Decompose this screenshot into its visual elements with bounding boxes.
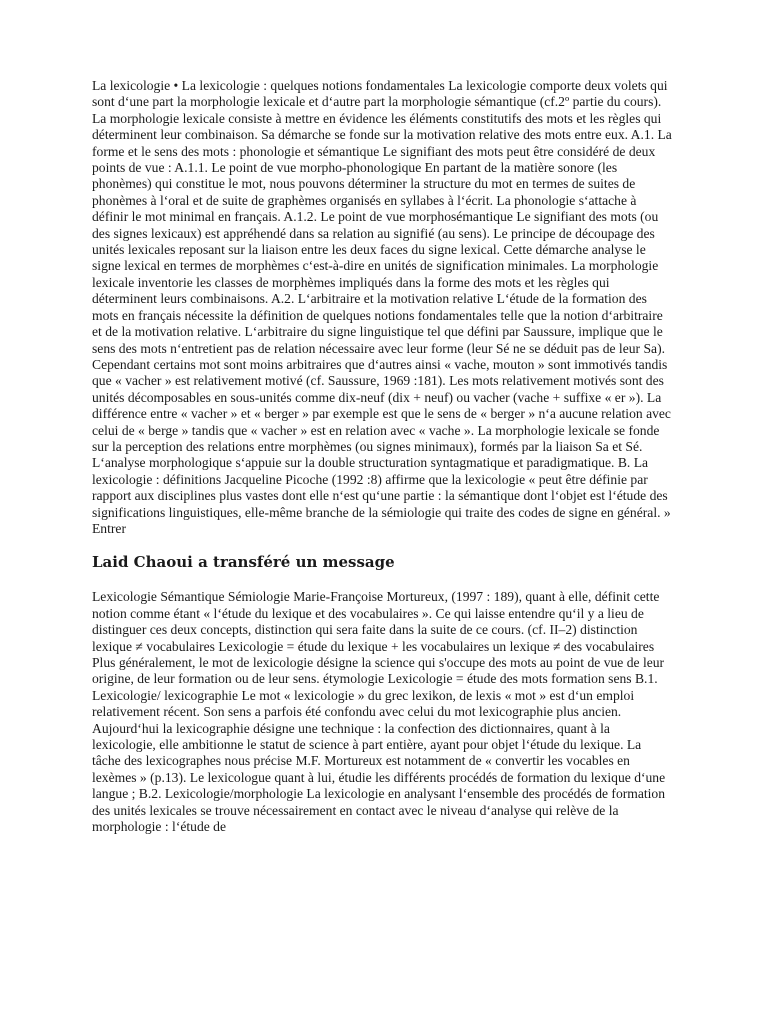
message-heading: Laid Chaoui a transféré un message xyxy=(92,553,395,572)
document-paragraph-2: Lexicologie Sémantique Sémiologie Marie-Françoise Mortureux, (1997 : 189), quant à elle, définit cette notion comme étant « l‘étude du lexique et des vocabulaires ». Ce qui laisse entendre qu‘il y a lieu de distinguer ces deux concepts, distinction qui sera faite dans la suite de ce cours. (cf. II–2) distinction lexique ≠ vocabulaires Lexicologie = étude du lexique + les vocabulaires un lexique ≠ des vocabulaires Plus généralement, le mot de lexicologie désigne la science qui s'occupe des mots au point de vue de leur origine, de leur formation ou de leur sens. étymologie Lexicologie = étude des mots formation sens B.1. Lexicologie/ lexicographie Le mot « lexicologie » du grec lexikon, de lexis « mot » est d‘un emploi relativement récent. Son sens a parfois été confondu avec celui du mot lexicographie plus ancien. Aujourd‘hui la lexicographie désigne une technique : la confection des dictionnaires, quant à la lexicologie, elle ambitionne le statut de science à part entière, ayant pour objet l‘étude du lexique. La tâche des lexicographes nous précise M.F. Mortureux est notamment de « convertir les vocables en lexèmes » (p.13). Le lexicologue quant à lui, étudie les différents procédés de formation du lexique d‘une langue ; B.2. Lexicologie/morphologie La lexicologie en analysant l‘ensemble des procédés de formation des unités lexicales se trouve nécessairement en contact avec le niveau d‘analyse qui relève de la morphologie : l‘étude de xyxy=(92,589,666,835)
document-paragraph-1: La lexicologie • La lexicologie : quelques notions fondamentales La lexicologie comporte deux volets qui sont d‘une part la morphologie lexicale et d‘autre part la morphologie sémantique (cf.2º partie du cours). La morphologie lexicale consiste à mettre en évidence les éléments constitutifs des mots et les règles qui déterminent leur combinaison. Sa démarche se fonde sur la motivation relative des mots entre eux. A.1. La forme et le sens des mots : phonologie et sémantique Le signifiant des mots peut être considéré de deux points de vue : A.1.1. Le point de vue morpho-phonologique En partant de la matière sonore (les phonèmes) qui constitue le mot, nous pouvons déterminer la structure du mot en termes de suites de phonèmes à l‘oral et de suite de graphèmes organisés en syllabes à l‘écrit. La phonologie s‘attache à définir le mot minimal en français. A.1.2. Le point de vue morphosémantique Le signifiant des mots (ou des signes lexicaux) est appréhendé dans sa relation au signifié (au sens). Le principe de découpage des unités lexicales reposant sur la liaison entre les deux faces du signe lexical. Cette démarche analyse le signe lexical en termes de morphèmes c‘est-à-dire en unités de signification minimales. La morphologie lexicale inventorie les classes de morphèmes impliqués dans la forme des mots et les règles qui déterminent leurs combinaisons. A.2. L‘arbitraire et la motivation relative L‘étude de la formation des mots en français nécessite la définition de quelques notions fondamentales telle que la notion d‘arbitraire et de la motivation relative. L‘arbitraire du signe linguistique tel que défini par Saussure, implique que le sens des mots n‘entretient pas de relation nécessaire avec leur forme (leur Sé ne se déduit pas de leur Sa). Cependant certains mot sont moins arbitraires que d‘autres ainsi « vache, mouton » sont immotivés tandis que « vacher » est relativement motivé (cf. Saussure, 1969 :181). Les mots relativement motivés sont des unités décomposables en sous-unités comme dix-neuf (dix + neuf) ou vacher (vache + suffixe « er »). La différence entre « vacher » et « berger » par exemple est que le sens de « berger » n‘a aucune relation avec celui de « berge » tandis que « vacher » est en relation avec « vache ». La morphologie lexicale se fonde sur la perception des relations entre morphèmes (ou signes minimaux), formés par la liaison Sa et Sé. L‘analyse morphologique s‘appuie sur la double structuration syntagmatique et paradigmatique. B. La lexicologie : définitions Jacqueline Picoche (1992 :8) affirme que la lexicologie « peut être définie par rapport aux disciplines plus vastes dont elle n‘est qu‘une partie : la sémantique dont l‘objet est l‘étude des significations linguistiques, elle-même branche de la sémiologie qui traite des codes de signe en général. » xyxy=(92,78,672,520)
enter-label: Entrer xyxy=(92,520,126,536)
document-page xyxy=(92,78,672,835)
